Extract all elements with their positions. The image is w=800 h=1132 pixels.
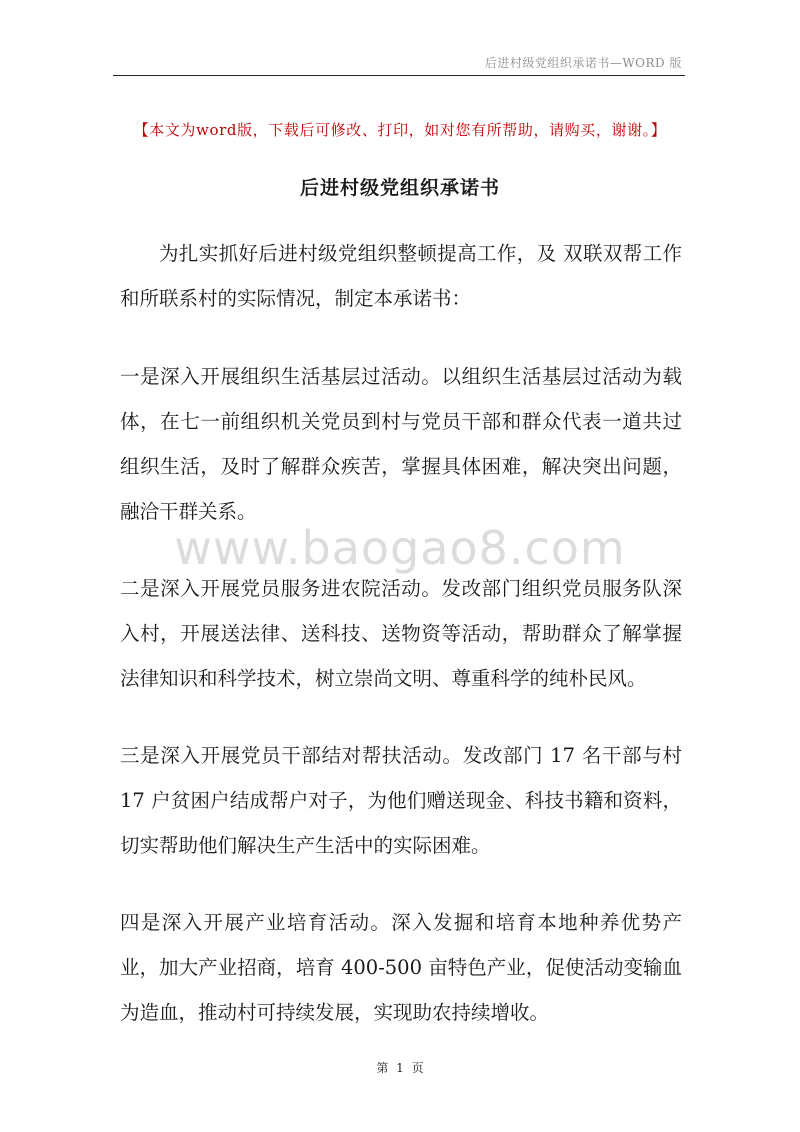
page-prefix: 第 [376,1061,389,1075]
page-number: 1 [396,1061,404,1075]
running-header: 后进村级党组织承诺书—WORD 版 [484,56,682,70]
paragraph-1: 一是深入开展组织生活基层过活动。以组织生活基层过活动为载体，在七一前组织机关党员到村与党员干部和群众代表一道共过组织生活，及时了解群众疾苦，掌握具体困难，解决突出问题，融洽干群关系。 [120,365,682,523]
page-footer [0,1059,800,1076]
paragraph-3: 三是深入开展党员干部结对帮扶活动。发改部门 17 名干部与村 17 户贫困户结成帮户对子，为他们赠送现金、科技书籍和资料，切实帮助他们解决生产生活中的实际困难。 [120,744,682,857]
paragraph-2: 二是深入开展党员服务进农院活动。发改部门组织党员服务队深入村，开展送法律、送科技、送物资等活动，帮助群众了解掌握法律知识和科学技术，树立崇尚文明、尊重科学的纯朴民风。 [120,577,682,690]
paragraph-4: 四是深入开展产业培育活动。深入发掘和培育本地种养优势产业，加大产业招商，培育 400-500 亩特色产业，促使活动变输血为造血，推动村可持续发展，实现助农持续增收。 [120,911,682,1024]
download-notice: 【本文为word版，下载后可修改、打印，如对您有所帮助，请购买，谢谢。】 [133,121,667,139]
watermark: www.baogao8.com [174,521,626,575]
document-title: 后进村级党组织承诺书 [299,177,500,199]
page-suffix: 页 [411,1061,424,1075]
header-divider [113,75,685,76]
intro-paragraph: 为扎实抓好后进村级党组织整顿提高工作，及 双联双帮工作和所联系村的实际情况，制定本承诺书： [120,242,682,310]
